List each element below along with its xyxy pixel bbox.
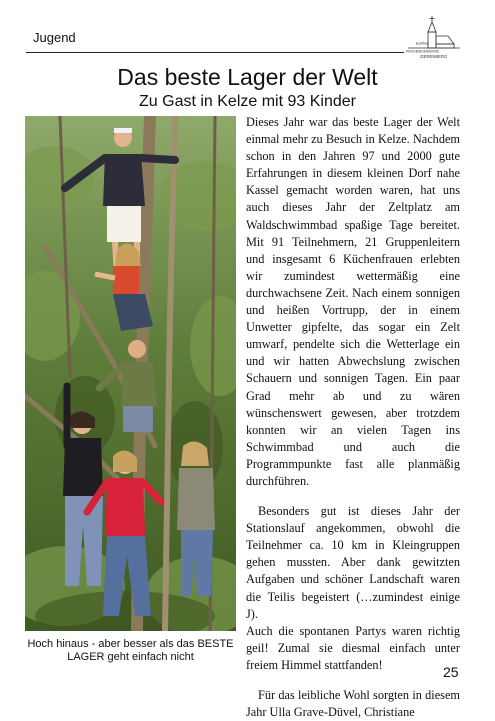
article-subtitle: Zu Gast in Kelze mit 93 Kinder bbox=[139, 93, 356, 110]
church-logo bbox=[404, 14, 464, 60]
svg-text:KATH.: KATH. bbox=[416, 41, 429, 46]
article-photo bbox=[25, 116, 236, 631]
paragraph-2: Besonders gut ist dieses Jahr der Stationslauf angekommen, obwohl die Teilnehmer ca. 10 km in Kleingruppen gehen mussten. Aber dank gewitzten Aufgaben und schöner Landschaft waren die Teilis begeistert (…zumindest einige J). bbox=[246, 504, 460, 621]
paragraph-4: Für das leibliche Wohl sorgten in diesem Jahr Ulla Grave-Düvel, Christiane bbox=[246, 688, 460, 720]
svg-text:ZIERENBERG: ZIERENBERG bbox=[420, 54, 448, 59]
article-title: Das beste Lager der Welt bbox=[117, 64, 378, 90]
page-number: 25 bbox=[443, 664, 459, 680]
article-body bbox=[246, 114, 460, 721]
section-label: Jugend bbox=[33, 30, 76, 45]
paragraph-3: Auch die spontanen Partys waren richtig geil! Zumal sie diesmal einfach unter freiem Himmel stattfanden! bbox=[246, 623, 460, 672]
header-rule bbox=[26, 52, 404, 53]
paragraph-1: Dieses Jahr war das beste Lager der Welt einmal mehr zu Besuch in Kelze. Nachdem schon in den Jahren 97 und 2000 gute Erfahrungen in diesem kleinen Dorf nahe Kassel gemacht worden waren, hat uns auch dieses Jahr der Zeltplatz am Waldschwimmbad spaßige Tage bereitet. Mit 91 Teilnehmern, 21 Gruppenleitern und insgesamt 6 Küchenfrauen erlebten wir zumindest wettermäßig eine durchwachsene Zeit. Nach einem sonnigen und heißen Vortrupp, der in einem Unwetter gipfelte, das sogar ein Zelt umwarf, pendelte sich die Wetterlage ein und wir hatten Abwechslung zwischen Schauern und sonnigen Tagen. Ein paar Grad mehr ab und zu wären wünschenswert gewesen, aber trotzdem konnten wir an vielen Tagen ins Schwimmbad und auch die Programmpunkte fast alle planmäßig durchführen. bbox=[246, 115, 460, 488]
photo-caption: Hoch hinaus - aber besser als das BESTE LAGER geht einfach nicht bbox=[27, 638, 234, 663]
svg-text:KIRCHENGEMEINDE: KIRCHENGEMEINDE bbox=[406, 49, 440, 54]
